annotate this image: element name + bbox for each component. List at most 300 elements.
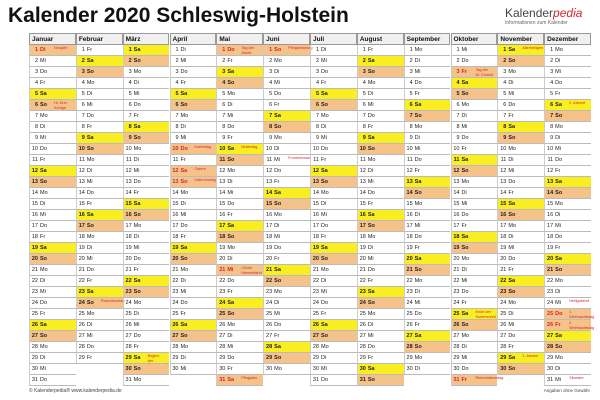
day-cell <box>310 276 357 287</box>
weekday-label: Mo <box>133 377 142 383</box>
day-cell <box>170 353 217 364</box>
holiday-label: Rosenmontag <box>100 299 125 303</box>
weekday-label: Mi <box>274 80 280 86</box>
day-number: 1 <box>315 47 319 53</box>
weekday-label: Di <box>414 212 420 218</box>
day-number: 6 <box>81 102 85 108</box>
day-number: 3 <box>315 69 319 75</box>
day-cell <box>263 100 310 111</box>
weekday-label: Do <box>414 157 422 163</box>
weekday-label: Sa <box>367 135 375 141</box>
day-cell <box>76 320 123 331</box>
day-cell <box>404 331 451 342</box>
weekday-label: Do <box>86 190 94 196</box>
weekday-label: Sa <box>461 311 469 317</box>
day-number: 15 <box>31 201 38 207</box>
day-cell <box>216 320 263 331</box>
day-number: 15 <box>219 201 226 207</box>
day-cell <box>29 122 76 133</box>
day-number: 21 <box>78 267 85 273</box>
weekday-label: Mi <box>40 289 46 295</box>
day-cell <box>544 353 591 364</box>
day-cell <box>404 210 451 221</box>
day-number: 24 <box>312 300 319 306</box>
day-number: 19 <box>312 245 319 251</box>
weekday-label: Fr <box>180 234 186 240</box>
day-number: 16 <box>500 212 507 218</box>
day-cell <box>216 111 263 122</box>
weekday-label: So <box>555 267 563 273</box>
weekday-label: Di <box>86 322 93 328</box>
weekday-label: Di <box>555 212 561 218</box>
day-number: 25 <box>547 311 554 317</box>
weekday-label: Fr <box>414 168 420 174</box>
day-number: 19 <box>500 245 507 251</box>
day-number: 20 <box>219 256 226 262</box>
day-number: 3 <box>222 69 226 75</box>
day-number: 23 <box>500 289 507 295</box>
day-cell <box>497 199 544 210</box>
weekday-label: Fr <box>40 234 46 240</box>
day-number: 27 <box>547 333 554 339</box>
day-number: 29 <box>266 355 273 361</box>
day-number: 21 <box>219 267 226 273</box>
day-number: 19 <box>547 245 554 251</box>
weekday-label: Fr <box>508 190 514 196</box>
day-cell <box>263 210 310 221</box>
day-cell <box>170 78 217 89</box>
day-number: 23 <box>172 289 179 295</box>
day-number: 11 <box>32 157 38 163</box>
day-number: 14 <box>406 190 413 196</box>
day-cell <box>123 331 170 342</box>
day-number: 8 <box>456 124 460 130</box>
page-title: Kalender 2020 Schleswig-Holstein <box>8 4 349 27</box>
day-cell <box>123 320 170 331</box>
day-cell <box>404 111 451 122</box>
weekday-label: Mi <box>461 278 468 284</box>
weekday-label: Di <box>321 355 327 361</box>
weekday-label: So <box>274 355 282 361</box>
day-number: 28 <box>266 344 273 350</box>
day-number: 1 <box>362 47 366 53</box>
day-cell <box>544 298 591 309</box>
day-cell <box>263 276 310 287</box>
day-cell <box>310 111 357 122</box>
weekday-label: So <box>367 223 375 229</box>
weekday-label: Sa <box>133 278 141 284</box>
day-number: 14 <box>78 190 85 196</box>
weekday-label: Do <box>508 333 516 339</box>
weekday-label: Fr <box>227 58 233 64</box>
weekday-label: Do <box>555 80 563 86</box>
weekday-label: Sa <box>555 102 562 108</box>
weekday-label: Do <box>555 234 563 240</box>
day-number: 21 <box>359 267 366 273</box>
weekday-label: Fr <box>367 47 374 53</box>
day-number: 22 <box>219 278 226 284</box>
day-cell <box>357 287 404 298</box>
day-number: 8 <box>315 124 319 130</box>
day-number: 24 <box>547 300 554 306</box>
day-number: 13 <box>266 179 273 185</box>
day-number: 2 <box>34 58 38 64</box>
weekday-label: Do <box>227 47 235 53</box>
day-number: 14 <box>266 190 273 196</box>
day-cell <box>310 331 357 342</box>
day-number: 19 <box>172 245 179 251</box>
weekday-label: Mo <box>461 102 470 108</box>
day-number: 28 <box>312 344 319 350</box>
day-cell <box>123 276 170 287</box>
day-cell <box>263 45 313 56</box>
day-cell <box>497 287 544 298</box>
day-number: 5 <box>81 91 85 97</box>
holiday-label: Fronleichnam <box>288 156 312 160</box>
day-cell <box>544 155 591 166</box>
day-number: 20 <box>125 256 132 262</box>
weekday-label: Di <box>461 190 467 196</box>
day-number: 1 <box>409 47 413 53</box>
day-cell <box>310 100 357 111</box>
day-number: 7 <box>34 113 38 119</box>
day-cell <box>451 133 498 144</box>
weekday-label: Do <box>40 300 48 306</box>
day-number: 22 <box>500 278 507 284</box>
weekday-label: Do <box>227 278 235 284</box>
day-number: 18 <box>219 234 226 240</box>
day-cell <box>451 122 498 133</box>
day-number: 28 <box>31 344 38 350</box>
weekday-label: Fr <box>555 168 561 174</box>
weekday-label: Di <box>555 289 561 295</box>
day-number: 24 <box>219 300 226 306</box>
day-number: 26 <box>500 322 507 328</box>
day-cell <box>170 177 217 188</box>
day-cell <box>497 122 544 133</box>
weekday-label: Mo <box>508 300 516 306</box>
day-cell <box>497 56 544 67</box>
day-number: 11 <box>453 157 460 163</box>
weekday-label: Fr <box>274 102 280 108</box>
weekday-label: Fr <box>40 80 46 86</box>
day-number: 13 <box>453 179 460 185</box>
day-cell <box>404 265 451 276</box>
day-cell <box>497 276 544 287</box>
day-cell <box>451 309 498 320</box>
day-cell <box>170 232 217 243</box>
day-cell <box>123 364 170 375</box>
day-cell <box>216 199 263 210</box>
weekday-label: Do <box>86 267 94 273</box>
day-cell <box>170 56 217 67</box>
day-cell <box>216 254 263 265</box>
weekday-label: Mo <box>274 289 282 295</box>
day-cell <box>357 309 404 320</box>
weekday-label: Di <box>133 234 139 240</box>
day-number: 24 <box>78 300 85 306</box>
day-cell <box>263 364 310 375</box>
day-number: 29 <box>547 355 554 361</box>
day-cell <box>310 166 357 177</box>
day-cell <box>216 309 263 320</box>
day-cell <box>310 89 357 100</box>
day-number: 13 <box>219 179 226 185</box>
weekday-label: So <box>274 47 282 53</box>
day-number: 24 <box>172 300 179 306</box>
weekday-label: Mi <box>40 135 46 141</box>
weekday-label: Sa <box>227 146 235 152</box>
weekday-label: So <box>180 256 188 262</box>
weekday-label: Fr <box>321 80 327 86</box>
day-cell <box>216 375 263 386</box>
weekday-label: Mi <box>227 113 234 119</box>
weekday-label: So <box>86 146 94 152</box>
weekday-label: Sa <box>321 91 328 97</box>
day-cell <box>310 232 357 243</box>
day-number: 3 <box>362 69 366 75</box>
day-cell <box>123 78 170 89</box>
weekday-label: Sa <box>367 58 375 64</box>
day-cell <box>404 353 451 364</box>
weekday-label: Sa <box>86 289 94 295</box>
weekday-label: Fr <box>414 322 420 328</box>
day-cell <box>76 287 123 298</box>
weekday-label: Mo <box>367 80 376 86</box>
day-number: 22 <box>312 278 319 284</box>
day-cell <box>29 56 76 67</box>
day-number: 13 <box>78 179 85 185</box>
day-number: 9 <box>269 135 273 141</box>
weekday-label: Mi <box>508 91 515 97</box>
day-number: 7 <box>269 113 273 119</box>
weekday-label: So <box>461 91 469 97</box>
weekday-label: Sa <box>180 168 188 174</box>
day-number: 11 <box>125 157 132 163</box>
weekday-label: Mi <box>414 146 421 152</box>
weekday-label: Di <box>227 333 233 339</box>
day-number: 22 <box>78 278 85 284</box>
day-number: 8 <box>550 124 554 130</box>
day-number: 1 <box>550 47 554 53</box>
weekday-label: Mi <box>414 300 421 306</box>
day-number: 7 <box>128 113 132 119</box>
weekday-label: Do <box>461 212 469 218</box>
day-cell <box>310 298 357 309</box>
day-cell <box>123 111 170 122</box>
day-cell <box>216 342 263 353</box>
weekday-label: Sa <box>508 278 516 284</box>
day-cell <box>263 199 310 210</box>
day-cell <box>76 166 123 177</box>
day-number: 12 <box>359 168 366 174</box>
day-cell <box>497 254 544 265</box>
weekday-label: So <box>180 102 188 108</box>
day-cell <box>544 56 591 67</box>
day-number: 18 <box>125 234 132 240</box>
weekday-label: Sa <box>414 333 422 339</box>
day-number: 2 <box>362 58 366 64</box>
weekday-label: Mo <box>180 267 189 273</box>
day-number: 9 <box>81 135 85 141</box>
weekday-label: Do <box>508 256 516 262</box>
day-number: 29 <box>500 355 507 361</box>
day-cell <box>357 276 404 287</box>
day-cell <box>216 78 263 89</box>
day-cell <box>29 342 76 353</box>
holiday-label: Karfreitag <box>194 145 211 149</box>
weekday-label: Di <box>227 179 233 185</box>
day-number: 4 <box>503 80 507 86</box>
day-cell <box>497 78 544 89</box>
day-number: 17 <box>172 223 179 229</box>
weekday-label: Do <box>40 146 48 152</box>
day-cell <box>123 353 170 364</box>
weekday-label: Do <box>321 377 329 383</box>
day-cell <box>357 232 404 243</box>
day-number: 25 <box>172 311 179 317</box>
day-cell <box>29 177 76 188</box>
kalenderpedia-logo[interactable] <box>505 6 597 26</box>
day-number: 30 <box>406 366 413 372</box>
day-cell <box>451 56 498 67</box>
day-number: 11 <box>79 157 85 163</box>
weekday-label: Do <box>508 102 516 108</box>
day-number: 15 <box>125 201 132 207</box>
day-cell <box>310 199 357 210</box>
day-cell <box>123 155 170 166</box>
day-number: 18 <box>500 234 507 240</box>
weekday-label: Fr <box>321 157 327 163</box>
day-number: 8 <box>269 124 273 130</box>
weekday-label: So <box>555 113 563 119</box>
weekday-label: Di <box>86 168 93 174</box>
weekday-label: Fr <box>180 80 186 86</box>
weekday-label: So <box>86 223 94 229</box>
day-cell <box>544 254 591 265</box>
weekday-label: Mo <box>227 322 235 328</box>
day-cell <box>263 320 310 331</box>
weekday-label: Mo <box>321 190 329 196</box>
weekday-label: Do <box>180 223 188 229</box>
day-number: 17 <box>359 223 366 229</box>
day-number: 2 <box>222 58 226 64</box>
day-number: 30 <box>312 366 319 372</box>
weekday-label: Sa <box>508 124 516 130</box>
holiday-label: 1. Weihnachtstag <box>569 310 595 319</box>
day-number: 13 <box>406 179 413 185</box>
day-cell <box>76 45 123 56</box>
day-cell <box>263 166 310 177</box>
day-cell <box>544 331 591 342</box>
weekday-label: So <box>508 366 516 372</box>
weekday-label: Do <box>367 267 375 273</box>
weekday-label: Fr <box>321 311 327 317</box>
day-number: 17 <box>406 223 413 229</box>
weekday-label: Di <box>274 146 280 152</box>
day-cell <box>29 287 76 298</box>
weekday-label: Mi <box>227 344 234 350</box>
day-number: 11 <box>313 157 319 163</box>
day-number: 22 <box>172 278 179 284</box>
day-number: 6 <box>315 102 319 108</box>
day-cell <box>216 100 263 111</box>
day-cell <box>497 298 544 309</box>
day-cell <box>497 342 544 353</box>
weekday-label: Do <box>180 300 188 306</box>
day-cell <box>451 375 504 386</box>
day-number: 27 <box>125 333 132 339</box>
day-cell <box>404 221 451 232</box>
weekday-label: Di <box>367 91 374 97</box>
weekday-label: So <box>321 102 329 108</box>
weekday-label: Sa <box>461 157 469 163</box>
day-cell <box>170 320 217 331</box>
day-cell <box>76 243 123 254</box>
weekday-label: Do <box>555 311 563 317</box>
weekday-label: Do <box>274 322 282 328</box>
weekday-label: Mo <box>227 245 235 251</box>
weekday-label: Di <box>367 322 374 328</box>
day-number: 30 <box>219 366 226 372</box>
day-number: 24 <box>453 300 460 306</box>
day-cell <box>310 155 357 166</box>
weekday-label: So <box>274 278 282 284</box>
weekday-label: Sa <box>414 102 422 108</box>
weekday-label: So <box>40 333 48 339</box>
weekday-label: So <box>461 168 469 174</box>
day-number: 17 <box>453 223 460 229</box>
day-number: 5 <box>456 91 460 97</box>
day-number: 21 <box>125 267 132 273</box>
day-number: 15 <box>359 201 366 207</box>
weekday-label: Do <box>508 179 516 185</box>
weekday-label: Di <box>180 47 186 53</box>
day-number: 20 <box>547 256 554 262</box>
day-number: 11 <box>266 157 273 163</box>
day-number: 25 <box>500 311 507 317</box>
day-cell <box>497 232 544 243</box>
day-number: 29 <box>219 355 226 361</box>
weekday-label: Sa <box>133 355 141 361</box>
day-number: 26 <box>78 322 85 328</box>
weekday-label: So <box>414 344 422 350</box>
day-cell <box>76 232 123 243</box>
day-number: 26 <box>547 322 554 328</box>
day-cell <box>76 309 123 320</box>
logo-brand-a: Kalender <box>505 6 554 20</box>
day-cell <box>76 155 123 166</box>
day-cell <box>123 254 170 265</box>
day-number: 24 <box>406 300 413 306</box>
day-cell <box>451 342 498 353</box>
day-number: 12 <box>406 168 413 174</box>
day-number: 15 <box>453 201 460 207</box>
day-number: 17 <box>219 223 226 229</box>
day-cell <box>123 100 170 111</box>
day-cell <box>310 56 357 67</box>
day-cell <box>170 298 217 309</box>
holiday-label: Tag der Arbeit <box>241 46 254 55</box>
day-number: 29 <box>312 355 319 361</box>
weekday-label: Mo <box>414 47 423 53</box>
day-cell <box>263 221 310 232</box>
day-cell <box>357 331 404 342</box>
weekday-label: Di <box>555 366 561 372</box>
day-cell <box>29 89 76 100</box>
day-cell <box>451 364 498 375</box>
weekday-label: Do <box>86 344 94 350</box>
